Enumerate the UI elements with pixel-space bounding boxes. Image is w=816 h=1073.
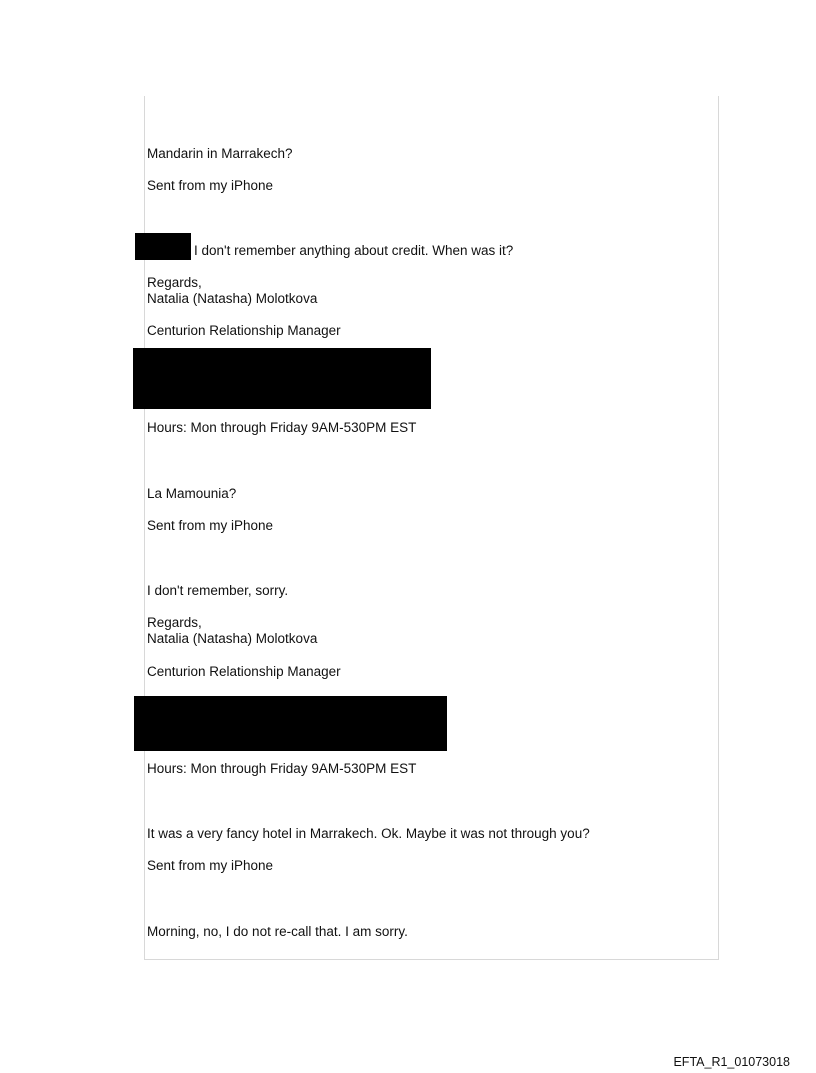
message-signature: Sent from my iPhone <box>147 178 274 193</box>
sender-name: Natalia (Natasha) Molotkova <box>147 631 318 646</box>
regards-line: Regards, <box>147 615 202 630</box>
sender-name: Natalia (Natasha) Molotkova <box>147 291 318 306</box>
message-signature: Sent from my iPhone <box>147 518 274 533</box>
message-text: Morning, no, I do not re-call that. I am sorry. <box>147 924 408 939</box>
message-text: It was a very fancy hotel in Marrakech. Ok. Maybe it was not through you? <box>147 826 590 841</box>
office-hours: Hours: Mon through Friday 9AM-530PM EST <box>147 761 417 776</box>
message-signature: Sent from my iPhone <box>147 858 274 873</box>
document-id: EFTA_R1_01073018 <box>673 1055 790 1069</box>
redaction-box <box>135 233 191 260</box>
regards-line: Regards, <box>147 275 202 290</box>
message-text: La Mamounia? <box>147 486 237 501</box>
message-text: I don't remember anything about credit. When was it? <box>194 243 514 258</box>
sender-title: Centurion Relationship Manager <box>147 664 341 679</box>
redaction-box <box>133 348 431 409</box>
redaction-box <box>134 696 447 751</box>
sender-title: Centurion Relationship Manager <box>147 323 341 338</box>
message-text: Mandarin in Marrakech? <box>147 146 293 161</box>
message-text: I don't remember, sorry. <box>147 583 289 598</box>
office-hours: Hours: Mon through Friday 9AM-530PM EST <box>147 420 417 435</box>
